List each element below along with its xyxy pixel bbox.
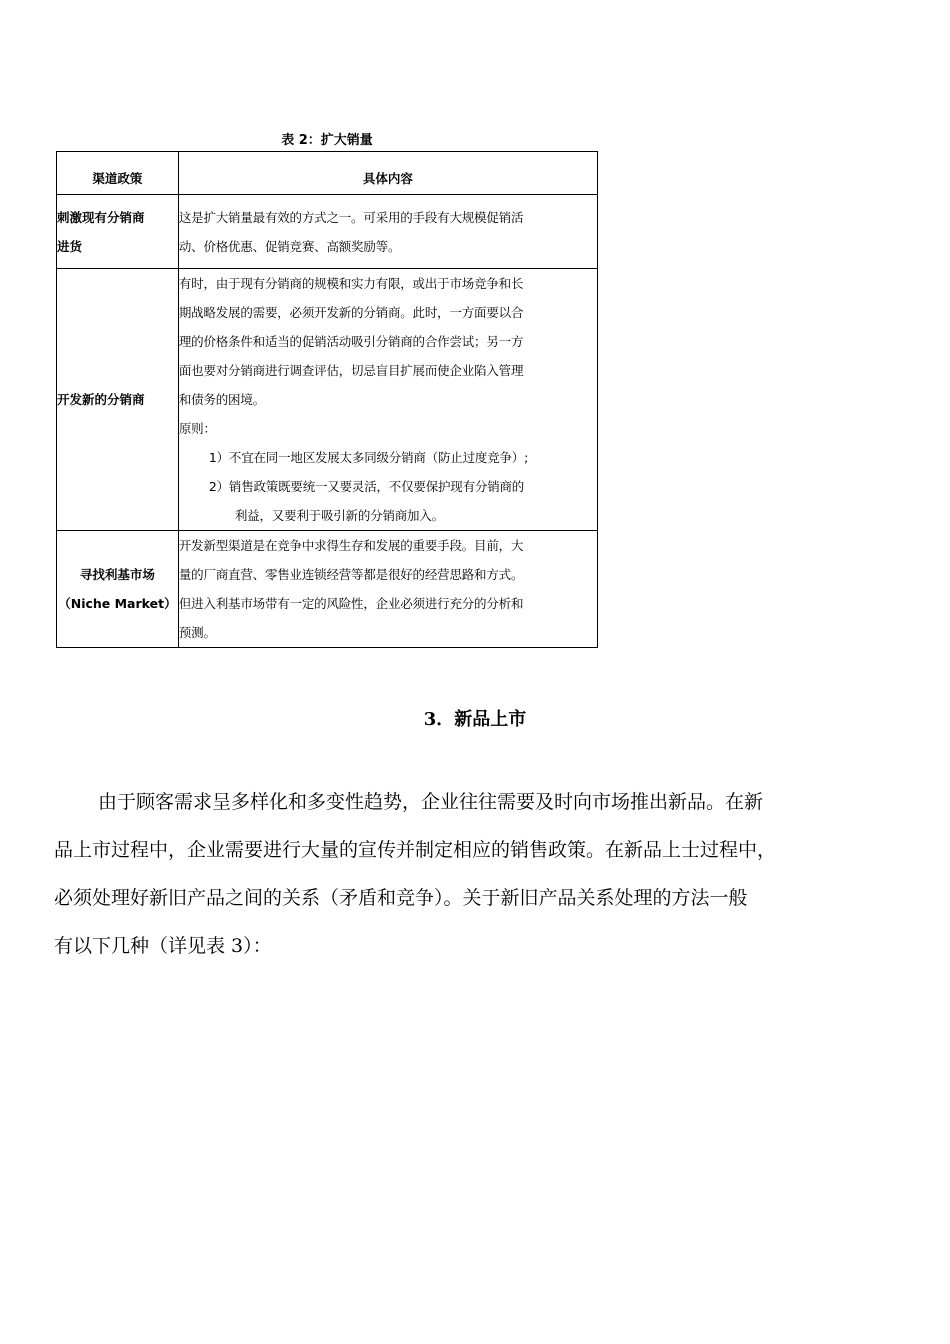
section-title: 3．新品上市 — [423, 709, 527, 730]
header-content: 具体内容 — [178, 152, 597, 195]
policy-line: （Niche Market） — [58, 596, 177, 611]
content-line: 这是扩大销量最有效的方式之一。可采用的手段有大规模促销活 — [178, 209, 524, 225]
content-line: 有时，由于现有分销商的规模和实力有限，或出于市场竞争和长 — [178, 276, 524, 291]
policy-line: 寻找利基市场 — [79, 567, 155, 582]
content-line: 开发新型渠道是在竞争中求得生存和发展的重要手段。目前，大 — [178, 538, 524, 553]
paragraph-line: 由于顾客需求呈多样化和多变性趋势，企业往往需要及时向市场推出新品。在新 — [98, 791, 764, 813]
content-cell — [178, 531, 597, 648]
policy-cell — [57, 269, 179, 531]
policy-line: 刺激现有分销商 — [57, 209, 145, 225]
table-caption: 表 2：扩大销量 — [281, 133, 373, 148]
channel-policy-table — [56, 151, 598, 648]
principle-item: 2）销售政策既要统一又要灵活，不仅要保护现有分销商的 — [208, 479, 525, 494]
principle-continuation: 利益，又要利于吸引新的分销商加入。 — [234, 508, 444, 523]
content-cell — [178, 269, 597, 531]
content-line: 面也要对分销商进行调查评估，切忌盲目扩展而使企业陷入管理 — [178, 363, 524, 378]
paragraph-line: 有以下几种（详见表 3）： — [54, 935, 272, 957]
policy-cell — [57, 531, 179, 648]
content-cell — [178, 195, 597, 269]
paragraph-line: 必须处理好新旧产品之间的关系（矛盾和竞争）。关于新旧产品关系处理的方法一般 — [54, 887, 748, 909]
content-line: 预测。 — [178, 625, 216, 640]
header-policy: 渠道政策 — [57, 152, 179, 195]
content-line: 期战略发展的需要，必须开发新的分销商。此时，一方面要以合 — [178, 305, 524, 320]
table-row — [57, 269, 598, 531]
content-line: 理的价格条件和适当的促销活动吸引分销商的合作尝试；另一方 — [178, 334, 524, 349]
content-line: 量的厂商直营、零售业连锁经营等都是很好的经营思路和方式。 — [178, 567, 524, 582]
policy-cell — [57, 195, 179, 269]
policy-line: 进货 — [57, 238, 83, 254]
policy-line: 开发新的分销商 — [57, 392, 145, 407]
principle-item: 1）不宜在同一地区发展太多同级分销商（防止过度竞争）; — [208, 450, 529, 465]
table-row — [57, 531, 598, 648]
table-row — [57, 195, 598, 269]
content-line: 原则： — [178, 421, 216, 436]
content-line: 但进入利基市场带有一定的风险性，企业必须进行充分的分析和 — [178, 596, 524, 611]
content-line: 动、价格优惠、促销竞赛、高额奖励等。 — [178, 238, 401, 254]
content-line: 和债务的困境。 — [178, 392, 265, 407]
paragraph-line: 品上市过程中，企业需要进行大量的宣传并制定相应的销售政策。在新品上士过程中， — [54, 839, 777, 861]
body-paragraph — [54, 778, 890, 970]
table-header-row — [57, 152, 598, 195]
